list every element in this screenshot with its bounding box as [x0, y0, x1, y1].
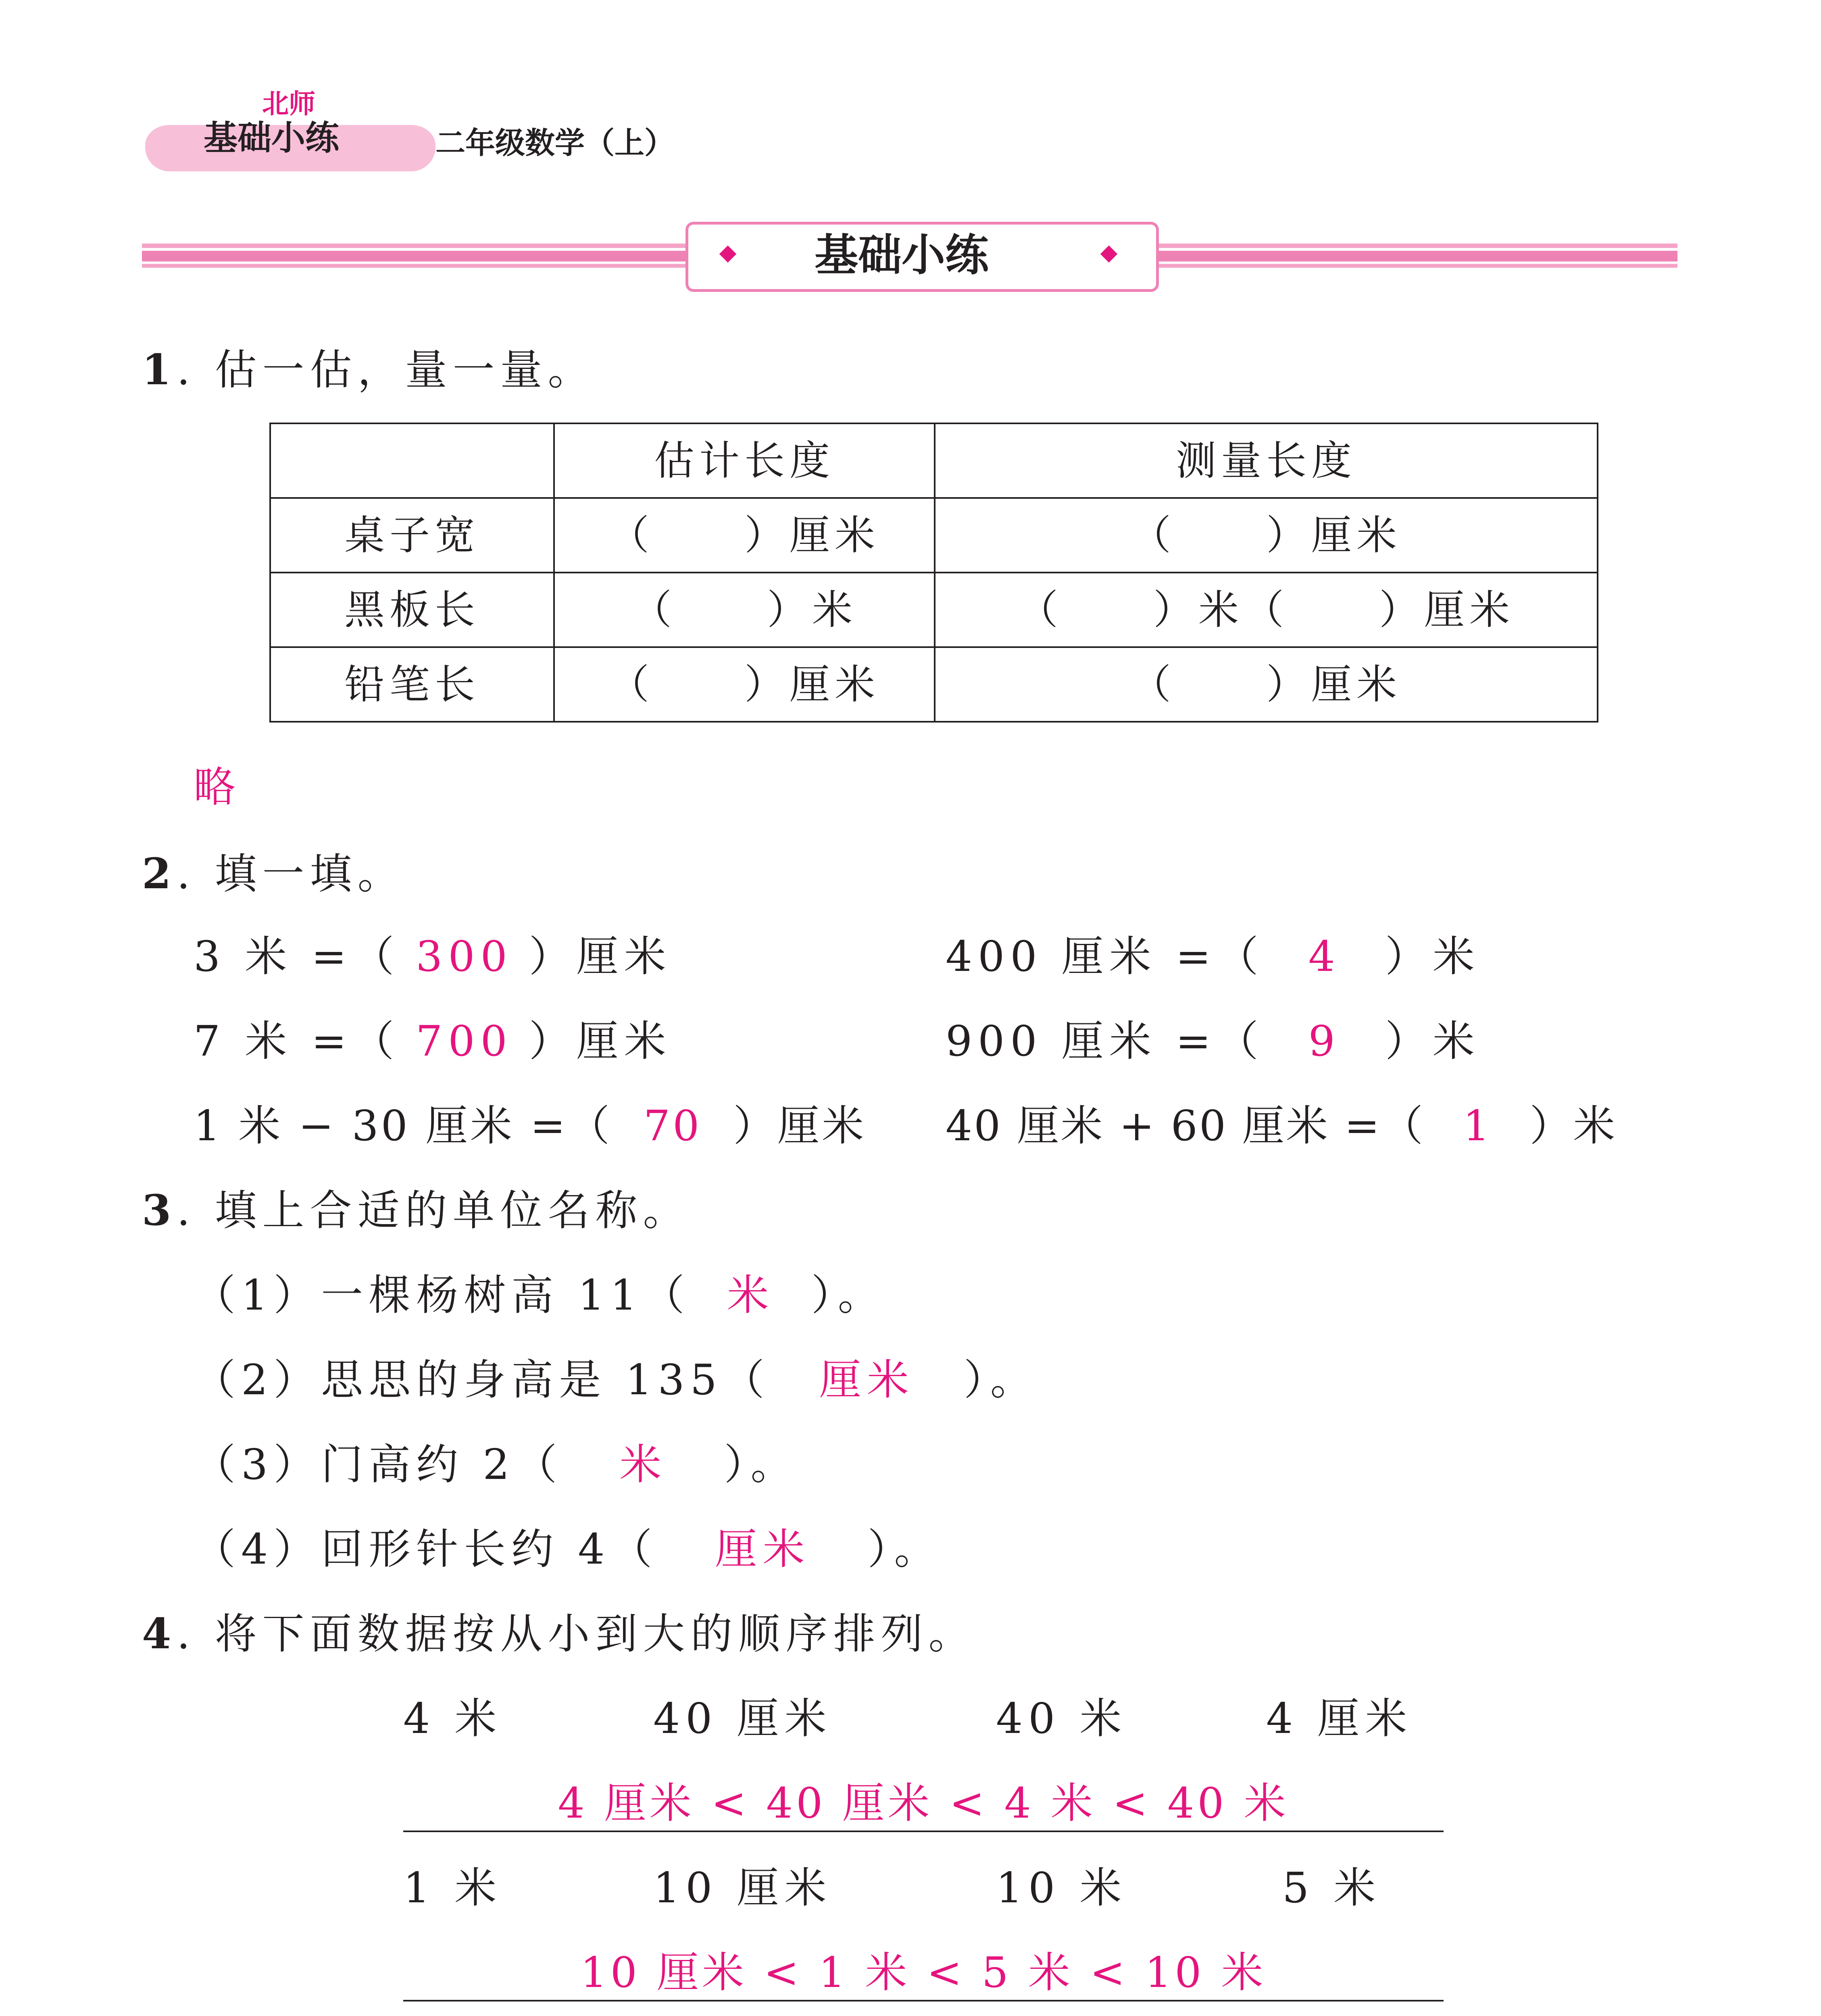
unit-prefix: （3）门高约 2（	[194, 1440, 563, 1489]
fill-prefix: 900 厘米 =（	[946, 1016, 1264, 1066]
unit-prefix: （1）一棵杨树高 11（	[194, 1270, 690, 1320]
fill-prefix: 3 米 =（	[194, 932, 400, 981]
question-text: 填一填。	[215, 849, 405, 898]
order-answer: 4 厘米 < 40 厘米 < 4 米 < 40 米	[558, 1779, 1289, 1828]
fill-suffix: ）米	[1385, 1016, 1480, 1066]
brand-logo-text: 基础小练	[204, 118, 340, 158]
q1-answer: 略	[194, 762, 242, 812]
question-4: 4. 将下面数据按从小到大的顺序排列。	[142, 1609, 976, 1658]
unit-prefix: （4）回形针长约 4（	[194, 1524, 658, 1574]
measure-blank: （ ）厘米	[935, 498, 1598, 573]
data-value: 40 厘米	[653, 1694, 832, 1743]
fill-prefix: 400 厘米 =（	[946, 932, 1264, 981]
data-value: 1 米	[403, 1863, 502, 1912]
data-value: 4 厘米	[1266, 1694, 1413, 1743]
unit-answer: 厘米	[715, 1524, 810, 1574]
measure-blank: （ ）米（ ）厘米	[935, 573, 1598, 647]
fill-item	[946, 932, 1480, 981]
unit-answer: 米	[619, 1440, 667, 1489]
estimate-blank: （ ）米	[554, 573, 935, 647]
fill-answer: 4	[1308, 932, 1341, 981]
question-1: 1. 估一估，量一量。	[142, 345, 596, 394]
fill-item	[946, 1016, 1480, 1066]
fill-answer: 9	[1308, 1016, 1341, 1066]
unit-item	[194, 1524, 942, 1574]
unit-item	[194, 1270, 885, 1320]
row-label: 桌子宽	[270, 498, 554, 573]
question-text: 估一估，量一量。	[215, 345, 596, 394]
fill-item	[194, 1101, 867, 1150]
question-number: 2	[142, 849, 177, 898]
measurement-table	[269, 423, 1598, 723]
row-label: 黑板长	[270, 573, 554, 647]
fill-item	[194, 932, 672, 981]
question-number: 3	[142, 1185, 177, 1235]
fill-suffix: ）米	[1385, 932, 1480, 981]
unit-item	[194, 1440, 798, 1489]
question-number: 1	[142, 345, 177, 394]
table-header-cell: 估计长度	[554, 423, 935, 498]
estimate-blank: （ ）厘米	[554, 647, 935, 722]
question-2: 2. 填一填。	[142, 849, 405, 898]
unit-prefix: （2）思思的身高是 135（	[194, 1355, 770, 1404]
table-row	[270, 647, 1598, 722]
answer-line	[403, 1831, 1444, 1832]
fill-suffix: ）厘米	[529, 932, 672, 981]
brand-top-label: 北师	[262, 88, 315, 119]
unit-suffix: ）。	[963, 1355, 1038, 1404]
unit-suffix: ）。	[867, 1524, 942, 1574]
fill-answer: 700	[416, 1016, 513, 1066]
fill-suffix: ）厘米	[529, 1016, 672, 1066]
fill-prefix: 7 米 =（	[194, 1016, 400, 1066]
unit-suffix: ）。	[724, 1440, 798, 1489]
table-header-row	[270, 423, 1598, 498]
row-label: 铅笔长	[270, 647, 554, 722]
measure-blank: （ ）厘米	[935, 647, 1598, 722]
question-3: 3. 填上合适的单位名称。	[142, 1185, 691, 1235]
question-number: 4	[142, 1609, 177, 1658]
section-title: 基础小练	[815, 230, 989, 281]
fill-answer: 1	[1463, 1101, 1492, 1150]
unit-item	[194, 1355, 1038, 1404]
question-text: 填上合适的单位名称。	[215, 1186, 691, 1235]
fill-suffix: ）米	[1529, 1101, 1617, 1150]
estimate-blank: （ ）厘米	[554, 498, 935, 573]
book-subtitle: 二年级数学（上）	[435, 126, 674, 160]
fill-item	[194, 1016, 672, 1066]
table-row	[270, 573, 1598, 647]
data-value: 4 米	[403, 1694, 502, 1743]
answer-line	[403, 2000, 1444, 2001]
fill-prefix: 1 米 − 30 厘米 =（	[194, 1101, 613, 1150]
unit-answer: 厘米	[819, 1355, 915, 1404]
data-value: 10 米	[996, 1863, 1127, 1912]
unit-suffix: ）。	[811, 1270, 885, 1320]
fill-prefix: 40 厘米 + 60 厘米 =（	[946, 1101, 1425, 1150]
data-value: 40 米	[996, 1694, 1127, 1743]
table-row	[270, 498, 1598, 573]
question-text: 将下面数据按从小到大的顺序排列。	[215, 1609, 976, 1658]
table-header-cell: 测量长度	[935, 423, 1598, 498]
fill-item	[946, 1101, 1617, 1150]
data-value: 10 厘米	[653, 1863, 832, 1912]
unit-answer: 米	[727, 1270, 775, 1320]
data-value: 5 米	[1282, 1863, 1381, 1912]
fill-answer: 70	[643, 1101, 702, 1150]
fill-suffix: ）厘米	[733, 1101, 867, 1150]
order-answer: 10 厘米 < 1 米 < 5 米 < 10 米	[580, 1948, 1267, 1997]
fill-answer: 300	[416, 932, 513, 981]
table-header-cell	[270, 423, 554, 498]
